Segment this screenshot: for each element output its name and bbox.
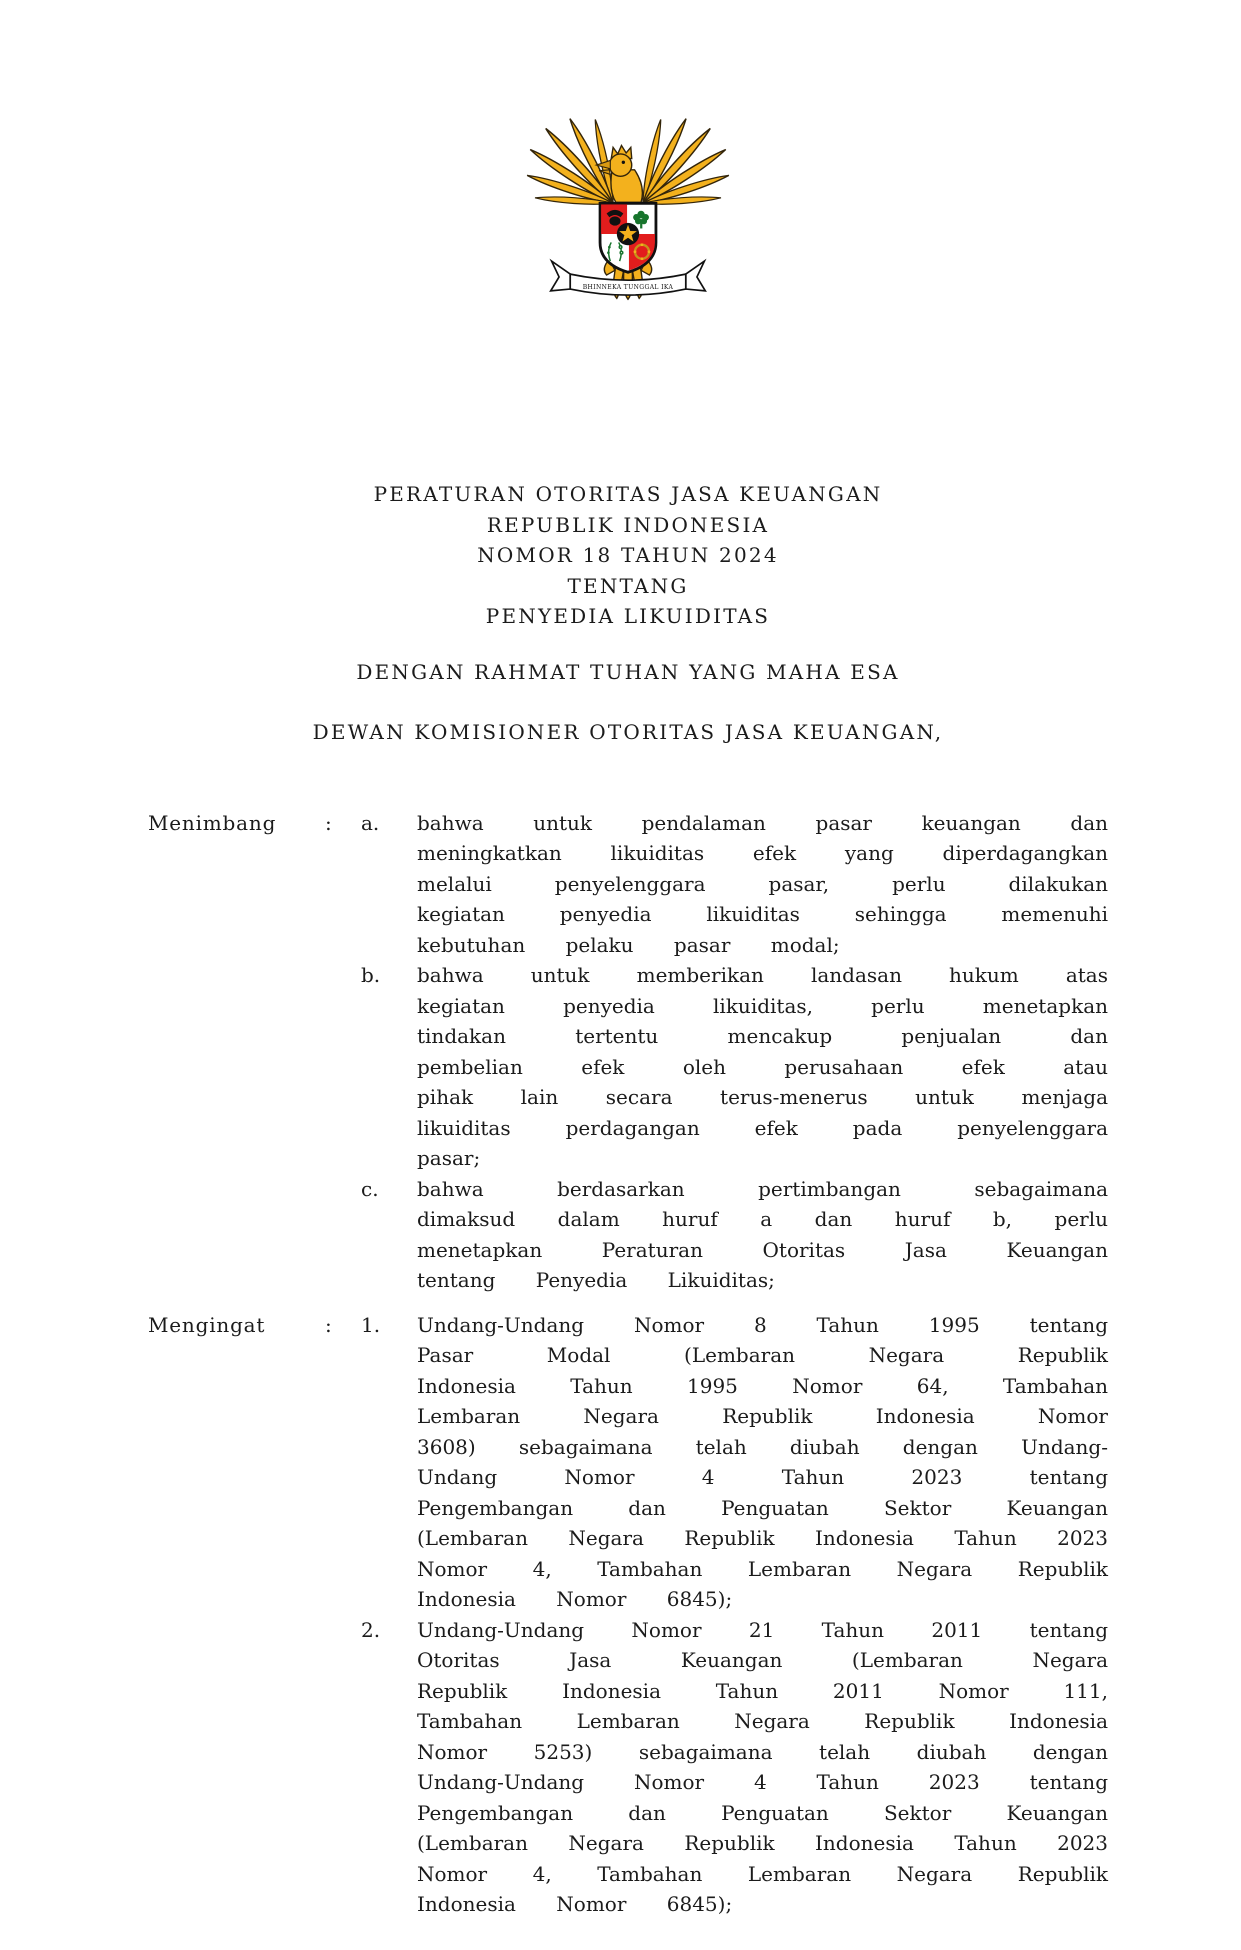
authority-line: DEWAN KOMISIONER OTORITAS JASA KEUANGAN, — [312, 720, 944, 744]
list-item — [361, 808, 1108, 961]
emblem-container — [148, 112, 1108, 303]
garuda-pancasila-emblem — [516, 112, 740, 303]
section-separator: : — [325, 1312, 332, 1337]
title-line-1: PERATURAN OTORITAS JASA KEUANGAN — [373, 482, 883, 506]
emblem-motto: BHINNEKA TUNGGAL IKA — [582, 284, 674, 292]
section-items — [361, 808, 1108, 1296]
list-item — [361, 1174, 1108, 1296]
document-title — [148, 479, 1108, 632]
list-item — [361, 1615, 1108, 1920]
section-items — [361, 1310, 1108, 1920]
title-line-2: REPUBLIK INDONESIA — [486, 512, 770, 537]
section-menimbang — [148, 808, 1108, 1296]
item-marker: c. — [361, 1176, 379, 1201]
item-text: Undang-Undang Nomor 21 Tahun 2011 tentang Otoritas Jasa Keuangan (Lembaran Negara Republik Indonesia Tahun 2011 Nomor 111, Tambahan Lembaran Negara Republik Indonesia Nomor 5253) sebagaimana telah diubah dengan Undang-Undang Nomor 4 Tahun 2023 tentang Pengembangan dan Penguatan Sektor Keuangan (Lembaran Negara Republik Indonesia Tahun 2023 Nomor 4, Tambahan Lembaran Negara Republik Indonesia Nomor 6845); — [417, 1617, 1108, 1916]
item-marker: a. — [361, 810, 380, 835]
item-marker: b. — [361, 963, 381, 987]
item-text: bahwa untuk memberikan landasan hukum atas kegiatan penyedia likuiditas, perlu menetapkan tindakan tertentu mencakup penjualan dan pembelian efek oleh perusahaan efek atau pihak lain secara terus-menerus untuk menjaga likuiditas perdagangan efek pada penyelenggara pasar; — [417, 963, 1108, 1170]
item-text: bahwa berdasarkan pertimbangan sebagaimana dimaksud dalam huruf a dan huruf b, perlu menetapkan Peraturan Otoritas Jasa Keuangan tentang Penyedia Likuiditas; — [417, 1176, 1108, 1292]
section-mengingat — [148, 1310, 1108, 1920]
section-separator: : — [325, 810, 332, 835]
item-marker: 2. — [361, 1617, 381, 1642]
star-icon — [617, 223, 639, 245]
list-item — [361, 1310, 1108, 1615]
invocation-line: DENGAN RAHMAT TUHAN YANG MAHA ESA — [356, 659, 900, 684]
document-page — [148, 0, 1108, 1920]
title-line-4: TENTANG — [567, 573, 689, 598]
item-marker: 1. — [361, 1312, 381, 1337]
title-line-3: NOMOR 18 TAHUN 2024 — [477, 543, 779, 567]
list-item — [361, 960, 1108, 1174]
title-line-5: PENYEDIA LIKUIDITAS — [485, 604, 771, 628]
section-label: Mengingat — [148, 1312, 266, 1337]
section-label: Menimbang — [148, 810, 277, 835]
item-text: Undang-Undang Nomor 8 Tahun 1995 tentang Pasar Modal (Lembaran Negara Republik Indonesia Tahun 1995 Nomor 64, Tambahan Lembaran Negara Republik Indonesia Nomor 3608) sebagaimana telah diubah dengan Undang-Undang Nomor 4 Tahun 2023 tentang Pengembangan dan Penguatan Sektor Keuangan (Lembaran Negara Republik Indonesia Tahun 2023 Nomor 4, Tambahan Lembaran Negara Republik Indonesia Nomor 6845); — [417, 1312, 1108, 1611]
item-text: bahwa untuk pendalaman pasar keuangan dan meningkatkan likuiditas efek yang diperdagangkan melalui penyelenggara pasar, perlu dilakukan kegiatan penyedia likuiditas sehingga memenuhi kebutuhan pelaku pasar modal; — [417, 810, 1108, 957]
pancasila-shield — [600, 203, 656, 272]
